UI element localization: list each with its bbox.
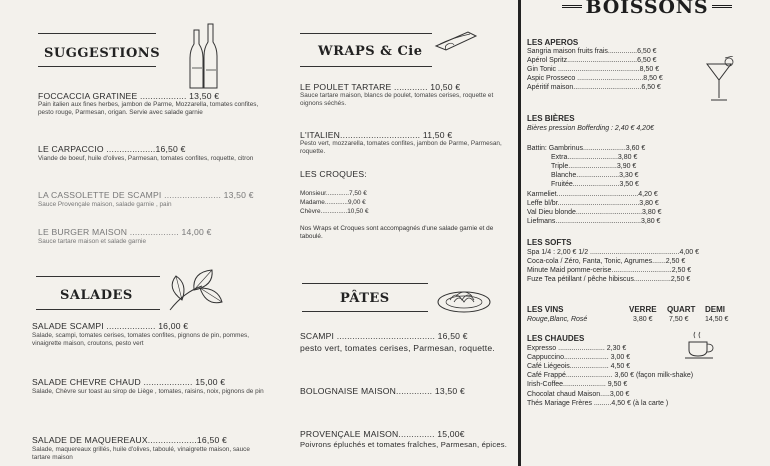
- item-desc: Viande de boeuf, huile d'olives, Parmesan, tomates confites, roquette, citron: [38, 155, 254, 162]
- title-bar: [562, 5, 582, 11]
- section-title-pates: PÂTES: [340, 291, 390, 306]
- divider: [300, 66, 432, 67]
- chaude-line: Cappuccino....................... 3,00 €: [527, 354, 631, 361]
- vins-row-label: Rouge,Blanc, Rosé: [527, 316, 588, 323]
- item-desc: Salade, Chèvre sur toast au sirop de Liège , tomates, raisins, noix, pignons de pin: [32, 388, 264, 395]
- croques-title: LES CROQUES:: [300, 169, 367, 179]
- biere-line: Extra..........................3,80 €: [551, 154, 638, 161]
- vins-header-demi: DEMI: [705, 305, 725, 314]
- item-title: FOCCACCIA GRATINEE .................. 13,50 €: [38, 91, 220, 101]
- aperos-title: LES APEROS: [527, 38, 579, 47]
- biere-line: Karmeliet..........................................4,20 €: [527, 191, 658, 198]
- vins-price: 14,50 €: [705, 316, 729, 323]
- item-title: LE BURGER MAISON ................... 14,00 €: [38, 227, 212, 237]
- soft-line: Coca-cola / Zéro, Fanta, Tonic, Agrumes.......2,50 €: [527, 258, 686, 265]
- biere-line: Blanche......................3,30 €: [551, 172, 639, 179]
- pasta-plate-icon: [436, 282, 492, 314]
- basil-leaves-icon: [162, 266, 226, 318]
- coffee-cup-icon: [683, 328, 717, 362]
- item-desc: Sauce Provençale maison, salade garnie , pain: [38, 201, 172, 208]
- vins-header-quart: QUART: [667, 305, 696, 314]
- vins-price: 7,50 €: [669, 316, 689, 323]
- divider: [302, 311, 428, 312]
- croque-line: Monsieur.............7,50 €: [300, 190, 367, 197]
- item-desc: Salade, scampi, tomates cerises, tomates confites, pignons de pin, pommes, vinaigrette maison, croutons, pesto vert: [32, 332, 250, 347]
- vins-price: 3,80 €: [633, 316, 653, 323]
- item-title: LA CASSOLETTE DE SCAMPI ...................... 13,50 €: [38, 190, 254, 200]
- apero-line: Gin Tonic ..........................................8,50 €: [527, 66, 660, 73]
- item-desc: Poivrons épluchés et tomates fraîches, Parmesan, épices.: [300, 440, 508, 449]
- chaude-line: Café Liégeois.................... 4,50 €: [527, 363, 631, 370]
- apero-line: Apérol Spritz....................................6,50 €: [527, 57, 657, 64]
- item-desc: Pesto vert, mozzarella, tomates confites, jambon de Parme, Parmesan, roquette.: [300, 140, 502, 155]
- item-title: L'ITALIEN............................... 11,50 €: [300, 130, 453, 140]
- apero-line: Sangria maison fruits frais...............6,50 €: [527, 48, 657, 55]
- bieres-title: LES BIÈRES: [527, 114, 575, 123]
- section-title-salades: SALADES: [60, 288, 133, 303]
- bottles-icon: [188, 22, 220, 94]
- divider: [36, 276, 160, 277]
- chaude-line: Thés Mariage Frères .........4,50 € (à la carte ): [527, 400, 669, 407]
- croque-line: Madame.............9,00 €: [300, 199, 366, 206]
- boissons-title-text: BOISSONS: [585, 0, 709, 18]
- biere-line: Liefmans............................................3,80 €: [527, 218, 661, 225]
- item-title: BOLOGNAISE MAISON.............. 13,50 €: [300, 386, 465, 396]
- apero-line: Aspic Prosseco ..................................8,50 €: [527, 75, 663, 82]
- item-desc: pesto vert, tomates cerises, Parmesan, roquette.: [300, 343, 495, 353]
- biere-line: Triple.........................3,90 €: [551, 163, 637, 170]
- divider: [36, 309, 160, 310]
- wraps-note: Nos Wraps et Croques sont accompagnés d'une salade garnie et de taboulé.: [300, 225, 494, 240]
- soft-line: Spa 1/4 : 2,00 € 1/2 ..............................................4,00 €: [527, 249, 699, 256]
- biere-line: Fruitée........................3,50 €: [551, 181, 639, 188]
- soft-line: Minute Maid pomme-cerise...............................2,50 €: [527, 267, 692, 274]
- chaude-line: Café Frappé........................ 3,60 € (façon milk-shake): [527, 372, 694, 379]
- biere-line: Val Dieu blonde..................................3,80 €: [527, 209, 662, 216]
- vins-title: LES VINS: [527, 305, 564, 314]
- section-title-wraps: WRAPS & Cie: [318, 44, 423, 59]
- chaude-line: Irish-Coffee...................... 9,50 €: [527, 381, 628, 388]
- divider: [300, 33, 432, 34]
- item-title: PROVENÇALE MAISON.............. 15,00€: [300, 429, 465, 439]
- vins-header-verre: VERRE: [629, 305, 657, 314]
- bieres-subtitle: Bières pression Bofferding : 2,40 € 4,20€: [527, 125, 654, 132]
- item-desc: Sauce tartare maison et salade garnie: [38, 238, 146, 245]
- soft-line: Fuze Tea pétillant / pêche hibiscus...................2,50 €: [527, 276, 691, 283]
- divider: [38, 33, 156, 34]
- apero-line: Apéritif maison...................................6,50 €: [527, 84, 661, 91]
- croque-line: Chèvre...............10,50 €: [300, 208, 369, 215]
- column-boissons: [518, 0, 770, 466]
- title-bar: [712, 5, 732, 11]
- divider: [302, 283, 428, 284]
- item-title: SALADE DE MAQUEREAUX...................16,50 €: [32, 435, 227, 445]
- wrap-sandwich-icon: [434, 26, 478, 52]
- softs-title: LES SOFTS: [527, 238, 572, 247]
- item-title: SALADE SCAMPI ................... 16,00 €: [32, 321, 189, 331]
- divider: [38, 66, 156, 67]
- item-desc: Salade, maquereaux grillés, huile d'olives, taboulé, vinaigrette maison, sauce tartare maison: [32, 446, 250, 461]
- item-title: LE POULET TARTARE ............. 10,50 €: [300, 82, 461, 92]
- biere-line: Leffe bl/br..........................................3,80 €: [527, 200, 659, 207]
- item-title: SCAMPI ...................................... 16,50 €: [300, 331, 468, 341]
- item-desc: Pain italien aux fines herbes, jambon de Parme, Mozzarella, tomates confites, pesto rouge, Parmesan, origan. Servie avec salade garnie: [38, 101, 259, 116]
- item-title: LE CARPACCIO ...................16,50 €: [38, 144, 186, 154]
- item-desc: Sauce tartare maison, blancs de poulet, tomates cerises, roquette et oignons séchés.: [300, 92, 494, 107]
- cocktail-glass-icon: [705, 56, 735, 104]
- section-title-suggestions: SUGGESTIONS: [44, 46, 161, 61]
- chaude-line: Chocolat chaud Maison.....3,00 €: [527, 391, 630, 398]
- chaudes-title: LES CHAUDES: [527, 334, 585, 343]
- section-title-boissons: [521, 0, 770, 18]
- chaude-line: Expresso ........................ 2,30 €: [527, 345, 627, 352]
- biere-line: Battin: Gambrinus......................3,60 €: [527, 145, 646, 152]
- item-title: SALADE CHEVRE CHAUD ................... 15,00 €: [32, 377, 226, 387]
